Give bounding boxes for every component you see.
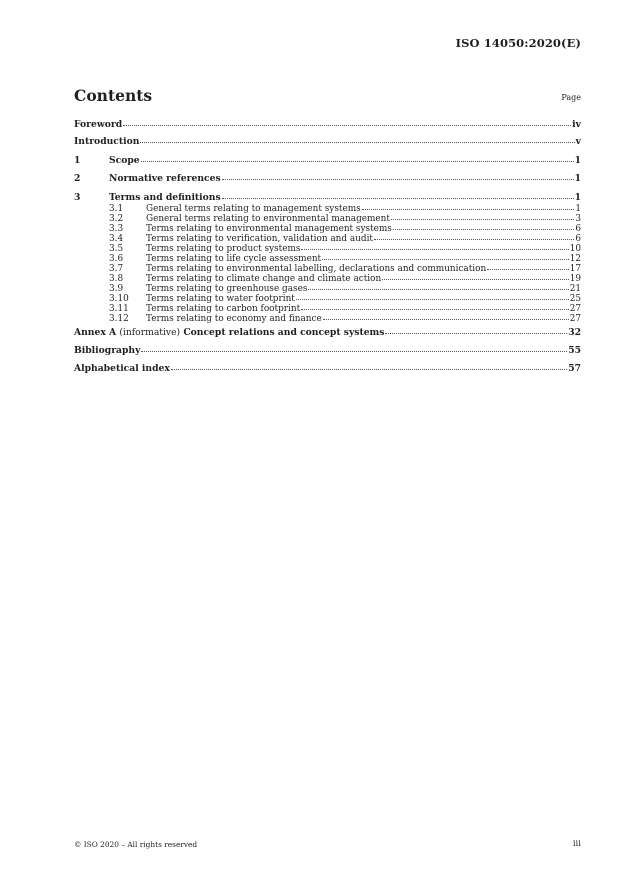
toc-entry-page: 27 [569,304,581,314]
toc-entry-annex-a[interactable] [74,328,581,346]
toc-entry-page: 6 [575,224,581,234]
dot-leader [222,179,574,180]
toc-entry-title: Terms relating to economy and finance [146,314,322,324]
toc-entry-number: 3.6 [109,254,124,264]
toc-entry-number: 3.8 [109,274,124,284]
toc-entry-normative-references[interactable] [74,174,581,192]
toc-entry-number: 1 [74,155,81,166]
toc-entry-title: Terms relating to climate change and climate action [146,274,382,284]
toc-entry-page: 1 [574,173,581,184]
toc-subentry[interactable] [74,204,581,214]
dot-leader [391,219,574,220]
toc-entry-page: 1 [575,204,581,214]
annex-qualifier: (informative) [119,327,181,338]
page-column-label: Page [561,93,581,102]
copyright-notice: © ISO 2020 – All rights reserved [74,840,198,849]
toc-entry-title: Terms relating to verification, validation and audit [146,234,373,244]
toc-entry-number: 3.12 [109,314,129,324]
dot-leader [487,269,569,270]
dot-leader [393,229,574,230]
dot-leader [171,369,567,370]
toc-entry-number: 3.5 [109,244,124,254]
toc-subentry[interactable] [74,244,581,254]
dot-leader [222,198,574,199]
dot-leader [141,351,567,352]
toc-entry-title: Terms relating to greenhouse gases [146,284,308,294]
dot-leader [296,299,569,300]
toc-entry-page: 1 [574,192,581,203]
toc-entry-page: 12 [569,254,581,264]
toc-entry-page: 32 [568,327,581,338]
table-of-contents [74,120,581,378]
toc-entry-terms-and-definitions[interactable] [74,193,581,204]
annex-title: Concept relations and concept systems [183,327,385,338]
dot-leader [301,249,568,250]
toc-entry-foreword[interactable] [74,120,581,137]
toc-entry-page: 25 [569,294,581,304]
toc-entry-title [74,328,384,338]
toc-entry-number: 3.3 [109,224,124,234]
document-code: ISO 14050:2020(E) [455,36,581,50]
toc-entry-page: 6 [575,234,581,244]
toc-entry-title: Terms relating to environmental management systems [146,224,392,234]
toc-entry-title: Terms relating to life cycle assessment [146,254,322,264]
dot-leader [123,125,571,126]
toc-subentry[interactable] [74,254,581,264]
toc-subentry[interactable] [74,214,581,224]
toc-entry-page: v [575,136,581,147]
annex-label: Annex A [74,327,117,338]
dot-leader [141,161,574,162]
toc-entry-title: Scope [109,155,140,166]
toc-entry-title: Alphabetical index [74,363,170,374]
page-number: iii [572,839,581,849]
toc-entry-number: 3.10 [109,294,129,304]
toc-entry-title: Bibliography [74,345,141,356]
toc-entry-title: Foreword [74,119,123,130]
toc-entry-page: 3 [575,214,581,224]
toc-entry-title: Normative references [109,173,221,184]
dot-leader [382,279,569,280]
toc-subentry[interactable] [74,234,581,244]
toc-entry-title: Terms relating to environmental labelling, declarations and communication [146,264,487,274]
toc-entry-page: 57 [568,363,581,374]
toc-entry-page: 27 [569,314,581,324]
toc-entry-title: General terms relating to environmental management [146,214,390,224]
toc-entry-alphabetical-index[interactable] [74,364,581,378]
dot-leader [385,333,567,334]
toc-entry-number: 3.11 [109,304,129,314]
toc-entry-title: General terms relating to management systems [146,204,361,214]
toc-subentry[interactable] [74,314,581,328]
dot-leader [322,259,569,260]
toc-subentry[interactable] [74,294,581,304]
toc-entry-title: Terms relating to product systems [146,244,301,254]
dot-leader [140,142,574,143]
toc-entry-page: 21 [569,284,581,294]
toc-entry-page: 19 [569,274,581,284]
toc-entry-number: 3.1 [109,204,124,214]
toc-entry-title: Terms relating to carbon footprint [146,304,301,314]
dot-leader [301,309,569,310]
toc-entry-bibliography[interactable] [74,346,581,364]
toc-subentry[interactable] [74,224,581,234]
toc-subentry[interactable] [74,304,581,314]
toc-entry-page: 55 [568,345,581,356]
toc-entry-number: 3.7 [109,264,124,274]
toc-entry-page: 17 [569,264,581,274]
contents-title: Contents [74,86,153,105]
toc-entry-number: 3 [74,192,81,203]
dot-leader [374,239,574,240]
toc-subentry[interactable] [74,284,581,294]
toc-entry-title: Terms relating to water footprint [146,294,295,304]
toc-entry-number: 3.9 [109,284,124,294]
dot-leader [323,319,569,320]
toc-entry-page: 1 [574,155,581,166]
toc-subentry[interactable] [74,264,581,274]
toc-entry-page: iv [572,119,581,130]
dot-leader [362,209,575,210]
toc-entry-number: 3.2 [109,214,124,224]
toc-entry-title: Terms and definitions [109,192,221,203]
toc-entry-introduction[interactable] [74,137,581,156]
toc-entry-page: 10 [569,244,581,254]
toc-entry-scope[interactable] [74,156,581,174]
toc-entry-number: 2 [74,173,81,184]
toc-entry-number: 3.4 [109,234,124,244]
dot-leader [308,289,568,290]
toc-subentry[interactable] [74,274,581,284]
toc-entry-title: Introduction [74,136,140,147]
